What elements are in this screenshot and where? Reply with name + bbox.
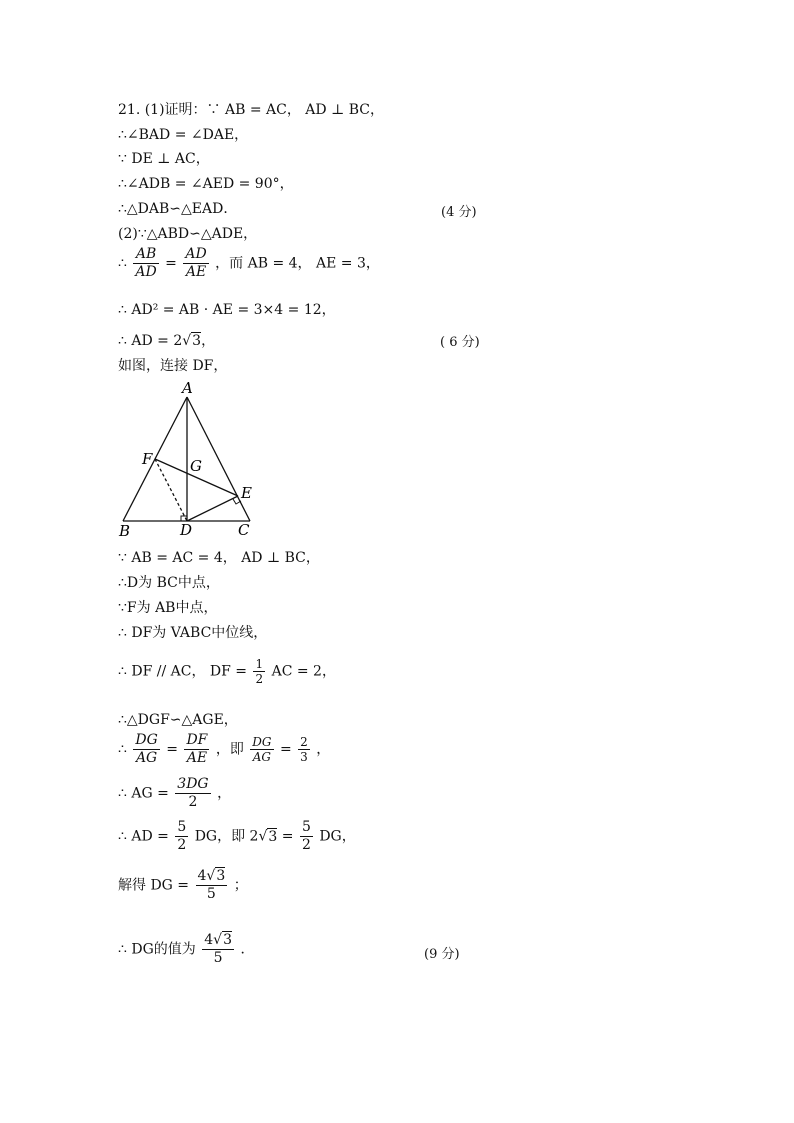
fraction-numerator: 5 bbox=[301, 819, 311, 835]
fraction-ad-ae bbox=[183, 246, 208, 281]
line-9-suffix: ， bbox=[201, 333, 216, 349]
line-17-suffix: ， bbox=[316, 741, 331, 758]
line-15-suffix: AC = 2， bbox=[271, 663, 336, 680]
line-20-suffix: ； bbox=[233, 877, 248, 894]
line-11: ∵ AB = AC = 4， AD ⊥ BC， bbox=[118, 550, 320, 566]
fraction-numerator: AB bbox=[133, 246, 158, 264]
line-8: ∴ AD² = AB · AE = 3×4 = 12， bbox=[118, 302, 336, 318]
line-1: 21. (1)证明：∵ AB = AC， AD ⊥ BC， bbox=[118, 102, 384, 118]
label-e: E bbox=[241, 484, 252, 502]
radicand: 3 bbox=[223, 932, 232, 948]
score-1: (4 分) bbox=[441, 205, 477, 220]
fraction-denominator: AG bbox=[252, 750, 272, 764]
line-7-suffix: ，而 AB = 4， AE = 3， bbox=[215, 255, 380, 272]
fraction-4sqrt3-5 bbox=[202, 932, 234, 967]
fraction-five-halves bbox=[175, 819, 188, 854]
fraction-denominator: AD bbox=[135, 264, 157, 280]
fraction-3dg-2 bbox=[175, 776, 210, 811]
line-9 bbox=[118, 332, 215, 350]
fraction-dg-ag bbox=[133, 732, 159, 767]
line-21 bbox=[118, 932, 254, 967]
equals-sign: = bbox=[165, 255, 177, 272]
fraction-denominator: 2 bbox=[255, 672, 264, 686]
fraction-denominator: 5 bbox=[206, 886, 216, 902]
score-2: ( 6 分) bbox=[440, 335, 480, 350]
fraction-numerator: 2 bbox=[300, 735, 308, 749]
fraction-two-thirds bbox=[298, 735, 310, 764]
label-f: F bbox=[142, 450, 153, 468]
fraction-numerator: 5 bbox=[177, 819, 187, 835]
equals-sign: = bbox=[281, 828, 294, 845]
line-17-middle: ，即 bbox=[215, 741, 244, 758]
line-20-prefix: 解得 DG = bbox=[118, 877, 190, 894]
fraction-numerator: 1 bbox=[255, 657, 264, 671]
label-d: D bbox=[180, 521, 193, 539]
line-12: ∴D为 BC中点， bbox=[118, 575, 220, 591]
fraction-denominator: AE bbox=[185, 264, 207, 280]
line-17-prefix: ∴ bbox=[118, 741, 127, 758]
fraction-denominator: 2 bbox=[301, 837, 311, 853]
fraction-one-half bbox=[253, 657, 265, 686]
line-15 bbox=[118, 657, 336, 686]
line-3: ∵ DE ⊥ AC， bbox=[118, 151, 210, 167]
line-19 bbox=[118, 819, 356, 854]
label-a: A bbox=[182, 379, 193, 397]
fraction-numerator: 3DG bbox=[177, 776, 209, 792]
fraction-numerator: DG bbox=[135, 732, 158, 748]
fraction-denominator: 2 bbox=[177, 837, 187, 853]
fraction-denominator: 5 bbox=[213, 950, 223, 966]
score-3: (9 分) bbox=[424, 947, 460, 962]
equals-sign: = bbox=[166, 741, 178, 758]
sqrt-symbol: √ bbox=[258, 828, 268, 845]
line-18-prefix: ∴ AG = bbox=[118, 785, 169, 802]
label-c: C bbox=[238, 521, 250, 539]
fraction-ab-ad bbox=[133, 246, 158, 281]
fraction-numerator: AD bbox=[185, 246, 207, 262]
line-14: ∴ DF为 VABC中位线， bbox=[118, 625, 268, 641]
radicand: 3 bbox=[268, 828, 278, 845]
fraction-denominator: AG bbox=[135, 750, 158, 766]
line-9-prefix: ∴ AD = 2 bbox=[118, 333, 183, 349]
segment-df-dashed bbox=[155, 459, 187, 521]
segment-de bbox=[187, 496, 238, 521]
line-7-prefix: ∴ bbox=[118, 255, 127, 272]
fraction-numerator: DG bbox=[252, 735, 272, 749]
line-5: ∴△DAB∽△EAD． bbox=[118, 201, 238, 217]
line-16: ∴△DGF∽△AGE， bbox=[118, 712, 238, 728]
fraction-numerator: 4√3 bbox=[204, 932, 232, 948]
line-13: ∵F为 AB中点， bbox=[118, 600, 218, 616]
line-10: 如图，连接 DF， bbox=[118, 358, 228, 374]
line-19-suffix: DG， bbox=[319, 828, 356, 845]
line-21-suffix: ． bbox=[240, 941, 255, 958]
fraction-numerator: 4√3 bbox=[197, 868, 226, 884]
fraction-denominator: 2 bbox=[188, 794, 198, 810]
line-6: (2)∵△ABD∽△ADE， bbox=[118, 226, 258, 242]
fraction-4sqrt3-5 bbox=[196, 868, 228, 903]
line-2: ∴∠BAD = ∠DAE， bbox=[118, 127, 249, 143]
fraction-five-halves bbox=[300, 819, 313, 854]
radicand: 3 bbox=[216, 868, 226, 884]
fraction-dg-ag-small bbox=[250, 735, 273, 764]
line-17 bbox=[118, 732, 330, 767]
label-b: B bbox=[119, 522, 131, 540]
line-19-middle: DG，即 2 bbox=[194, 828, 259, 845]
fraction-denominator: AE bbox=[186, 750, 208, 766]
radicand: 3 bbox=[192, 333, 202, 349]
line-15-prefix: ∴ DF // AC， DF = bbox=[118, 663, 248, 680]
line-7 bbox=[118, 246, 380, 281]
fraction-numerator: DF bbox=[186, 732, 208, 748]
equals-sign: = bbox=[279, 741, 292, 758]
triangle-figure bbox=[112, 378, 272, 543]
line-4: ∴∠ADB = ∠AED = 90°， bbox=[118, 176, 294, 192]
line-19-prefix: ∴ AD = bbox=[118, 828, 169, 845]
line-18-suffix: ， bbox=[217, 785, 232, 802]
fraction-denominator: 3 bbox=[300, 750, 308, 764]
label-g: G bbox=[190, 457, 202, 475]
line-20 bbox=[118, 868, 248, 903]
sqrt-symbol: √ bbox=[182, 333, 192, 349]
fraction-df-ae bbox=[184, 732, 209, 767]
line-18 bbox=[118, 776, 231, 811]
line-21-prefix: ∴ DG的值为 bbox=[118, 941, 196, 958]
